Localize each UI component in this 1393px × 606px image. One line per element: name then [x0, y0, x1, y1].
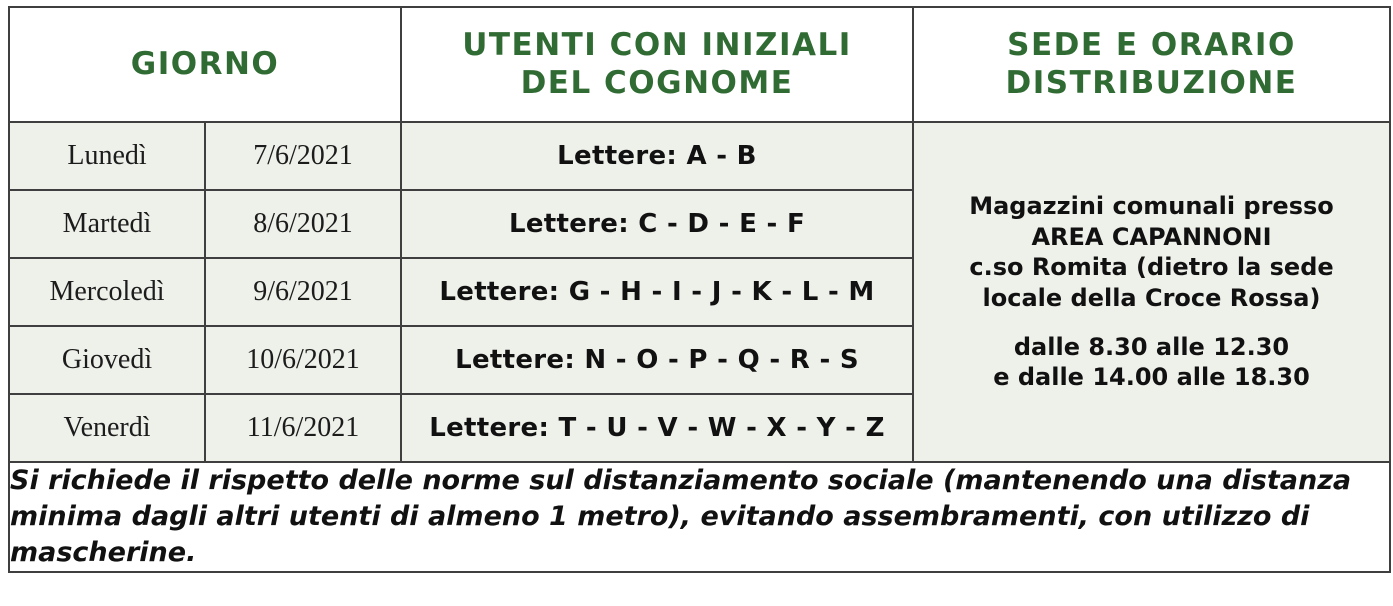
schedule-table: [8, 6, 1391, 573]
cell-date: 10/6/2021: [205, 326, 401, 394]
cell-letters: Lettere: T - U - V - W - X - Y - Z: [401, 394, 913, 462]
table-row: [9, 122, 1390, 190]
column-header-venue-line1: SEDE E ORARIO: [1007, 26, 1296, 63]
venue-line-3: c.so Romita (dietro la sede: [969, 253, 1334, 282]
venue-line-4: locale della Croce Rossa): [982, 284, 1321, 312]
cell-day: Martedì: [9, 190, 205, 258]
cell-venue-and-hours: [913, 122, 1390, 462]
social-distancing-note: Si richiede il rispetto delle norme sul distanziamento sociale (mantenendo una distanza minima dagli altri utenti di almeno 1 metro), evitando assembramenti, con utilizzo di mascherine.: [9, 462, 1390, 572]
venue-line-1: Magazzini comunali presso: [969, 191, 1334, 220]
distribution-schedule-document: [0, 6, 1393, 606]
venue-hours-morning: dalle 8.30 alle 12.30: [1013, 332, 1290, 361]
cell-day: Venerdì: [9, 394, 205, 462]
column-header-venue-line2: DISTRIBUZIONE: [1005, 64, 1298, 101]
venue-spacer: [914, 314, 1389, 332]
cell-letters: Lettere: A - B: [401, 122, 913, 190]
table-header-row: [9, 7, 1390, 122]
cell-date: 7/6/2021: [205, 122, 401, 190]
cell-date: 11/6/2021: [205, 394, 401, 462]
cell-letters: Lettere: C - D - E - F: [401, 190, 913, 258]
cell-day: Giovedì: [9, 326, 205, 394]
cell-date: 8/6/2021: [205, 190, 401, 258]
column-header-users: [401, 7, 913, 122]
table-footer-row: [9, 462, 1390, 572]
venue-hours-afternoon: e dalle 14.00 alle 18.30: [993, 363, 1310, 392]
column-header-venue: [913, 7, 1390, 122]
venue-line-2: AREA CAPANNONI: [1031, 222, 1272, 251]
cell-letters: Lettere: N - O - P - Q - R - S: [401, 326, 913, 394]
column-header-users-line1: UTENTI CON INIZIALI: [462, 26, 852, 63]
cell-day: Mercoledì: [9, 258, 205, 326]
cell-date: 9/6/2021: [205, 258, 401, 326]
cell-letters: Lettere: G - H - I - J - K - L - M: [401, 258, 913, 326]
column-header-users-line2: DEL COGNOME: [520, 64, 794, 101]
column-header-day: GIORNO: [9, 7, 401, 122]
cell-day: Lunedì: [9, 122, 205, 190]
